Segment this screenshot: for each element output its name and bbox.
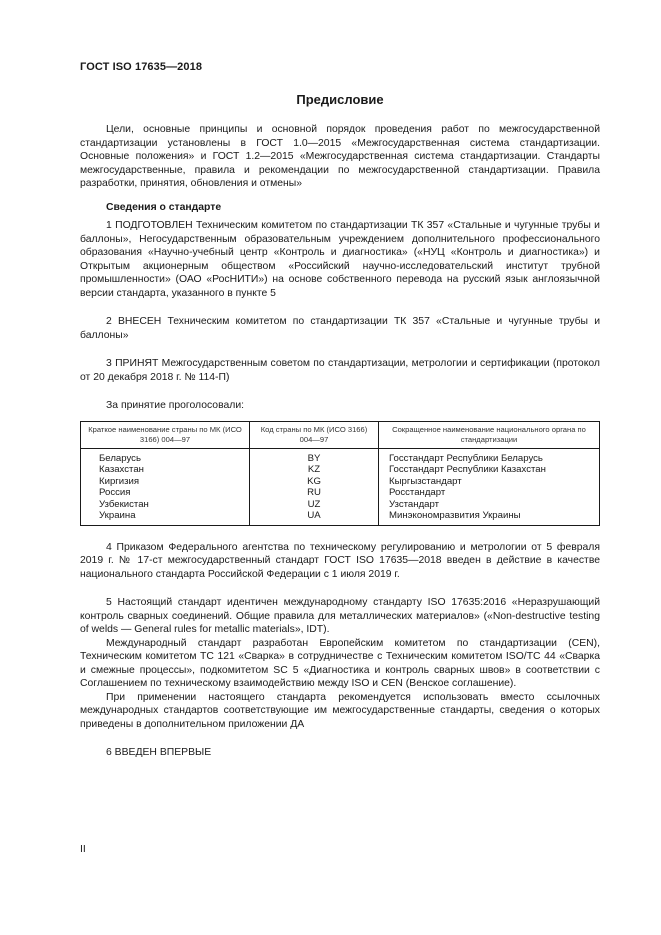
country-cell: Узбекистан [81, 499, 250, 511]
vote-label: За принятие проголосовали: [106, 400, 245, 411]
column-header-org: Сокращенное наименование национального органа по стандартизации [379, 421, 600, 448]
table-row [81, 448, 600, 464]
item-2-paragraph: 2 ВНЕСЕН Техническим комитетом по стандартизации ТК 357 «Стальные и чугунные трубы и баллоны» [80, 316, 600, 341]
code-cell: BY [250, 448, 379, 464]
running-header: ГОСТ ISO 17635—2018 [80, 61, 203, 73]
section-heading: Сведения о стандарте [106, 201, 222, 213]
item-3-paragraph: 3 ПРИНЯТ Межгосударственным советом по стандартизации, метрологии и сертификации (протокол от 20 декабря 2018 г. № 114-П) [80, 358, 600, 383]
country-cell: Казахстан [81, 464, 250, 476]
item-5-application-paragraph: При применении настоящего стандарта рекомендуется использовать вместо ссылочных международных стандартов соответствующие им межгосударственные стандарты, сведения о которых приведены в дополнительном приложении ДА [80, 691, 600, 730]
code-cell: RU [250, 487, 379, 499]
document-body [80, 123, 600, 760]
vote-table [80, 421, 600, 526]
item-1-paragraph: 1 ПОДГОТОВЛЕН Техническим комитетом по стандартизации ТК 357 «Стальные и чугунные трубы и баллоны», Негосударственным образовательным учреждением дополнительного профессионального образования «Научно-учебный центр «Контроль и диагностика» («НУЦ «Контроль и диагностика») и Открытым акционерным обществом «Российский научно-исследовательский институт трубной промышленности» (ОАО «РосНИТИ») на основе собственного перевода на русский язык англоязычной версии стандарта, указанного в пункте 5 [80, 220, 600, 299]
code-cell: KZ [250, 464, 379, 476]
table-row [81, 499, 600, 511]
org-cell: Госстандарт Республики Казахстан [379, 464, 600, 476]
code-cell: UZ [250, 499, 379, 511]
table-row [81, 476, 600, 488]
page-title: Предисловие [296, 92, 384, 107]
page-number: II [80, 843, 86, 855]
item-5-international-paragraph: Международный стандарт разработан Европейским комитетом по стандартизации (CEN), Техническим комитетом ТС 121 «Сварка» в сотрудничестве с Техническим комитетом ISO/TC 44 «Сварка и смежные процессы», подкомитетом SC 5 «Диагностика и контроль сварных швов» в соответствии с Соглашением по техническому взаимодействию между ISO и CEN (Венское соглашение). [80, 637, 600, 689]
table-row [81, 510, 600, 525]
org-cell: Кыргызстандарт [379, 476, 600, 488]
country-cell: Киргизия [81, 476, 250, 488]
table-row [81, 464, 600, 476]
item-4-paragraph: 4 Приказом Федерального агентства по техническому регулированию и метрологии от 5 февраля 2019 г. № 17-ст межгосударственный стандарт ГОСТ ISO 17635—2018 введен в действие в качестве национального стандарта Российской Федерации с 1 июля 2019 г. [80, 541, 600, 580]
code-cell: UA [250, 510, 379, 525]
column-header-country: Краткое наименование страны по МК (ИСО 3166) 004—97 [81, 421, 250, 448]
column-header-code: Код страны по МК (ИСО 3166) 004—97 [250, 421, 379, 448]
org-cell: Госстандарт Республики Беларусь [379, 448, 600, 464]
org-cell: Узстандарт [379, 499, 600, 511]
vote-table-header-row [81, 421, 600, 448]
item-5-paragraph: 5 Настоящий стандарт идентичен международному стандарту ISO 17635:2016 «Неразрушающий контроль сварных соединений. Общие правила для металлических материалов» («Non-destructive testing of welds — General rules for metallic materials», IDT). [80, 597, 600, 635]
org-cell: Росстандарт [379, 487, 600, 499]
item-6-paragraph: 6 ВВЕДЕН ВПЕРВЫЕ [106, 747, 212, 758]
org-cell: Минэкономразвития Украины [379, 510, 600, 525]
table-row [81, 487, 600, 499]
country-cell: Беларусь [81, 448, 250, 464]
country-cell: Россия [81, 487, 250, 499]
code-cell: KG [250, 476, 379, 488]
intro-paragraph: Цели, основные принципы и основной порядок проведения работ по межгосударственной стандартизации установлены в ГОСТ 1.0—2015 «Межгосударственная система стандартизации. Основные положения» и ГОСТ 1.2—2015 «Межгосударственная система стандартизации. Стандарты межгосударственные, правила и рекомендации по межгосударственной стандартизации. Правила разработки, принятия, обновления и отмены» [80, 124, 600, 189]
country-cell: Украина [81, 510, 250, 525]
